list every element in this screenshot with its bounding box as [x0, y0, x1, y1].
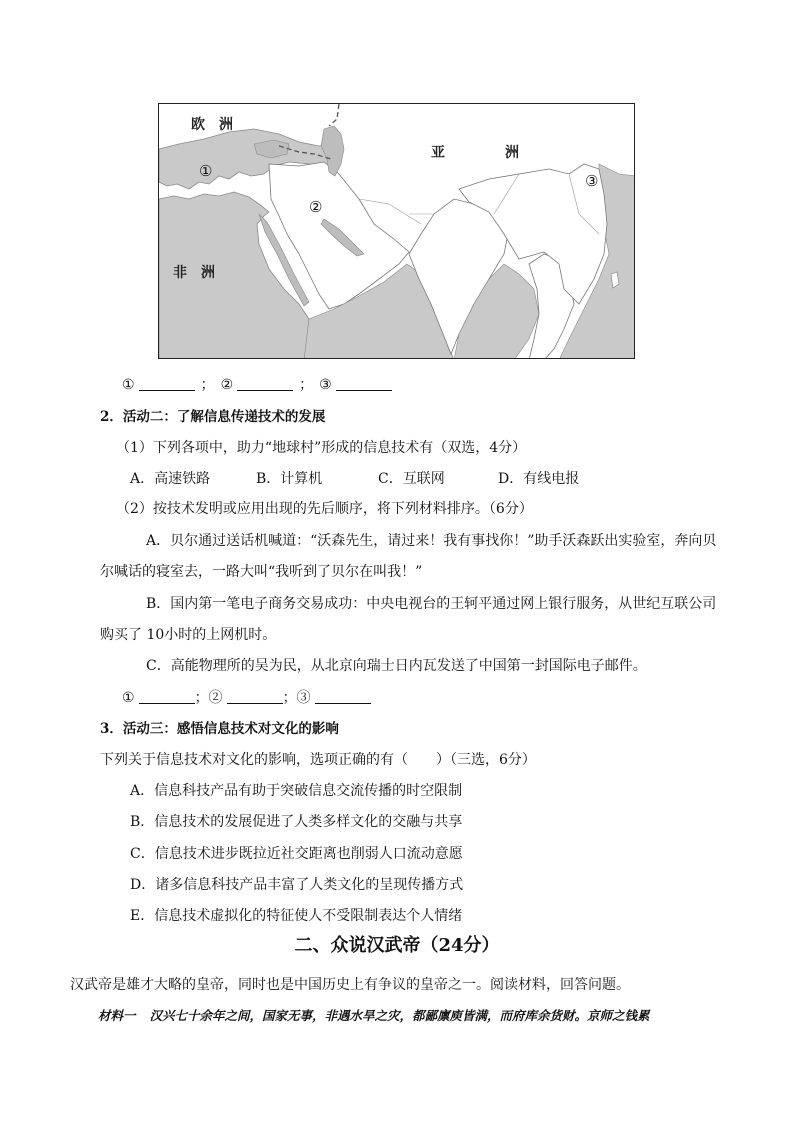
- map-answer-blanks: [122, 374, 392, 394]
- option-d[interactable]: D．有线电报: [498, 471, 580, 487]
- option-c[interactable]: C．互联网: [378, 471, 445, 487]
- order-blank-2[interactable]: [227, 689, 283, 704]
- option-b[interactable]: B．计算机: [256, 471, 323, 487]
- order-sep-1: ；②: [194, 690, 223, 706]
- order-sep-2: ；③: [282, 690, 311, 706]
- answer-blank-2[interactable]: [237, 376, 293, 391]
- historical-map: [158, 103, 635, 359]
- blank-label-2: ②: [220, 377, 234, 393]
- item-a-line2: 尔喊话的寝室去，一路大叫“我听到了贝尔在叫我！”: [100, 564, 423, 580]
- order-label-1: ①: [122, 690, 135, 706]
- activity3-option-c[interactable]: C．信息技术进步既拉近社交距离也削弱人口流动意愿: [130, 846, 463, 862]
- activity3-option-a[interactable]: A．信息科技产品有助于突破信息交流传播的时空限制: [130, 783, 463, 799]
- activity3-option-e[interactable]: E．信息技术虚拟化的特征使人不受限制表达个人情绪: [130, 908, 463, 924]
- label-asia-part2: 洲: [505, 145, 519, 161]
- activity3-option-b[interactable]: B．信息技术的发展促进了人类多样文化的交融与共享: [130, 814, 463, 830]
- map-graphic: [159, 104, 635, 359]
- section2-intro: 汉武帝是雄才大略的皇帝，同时也是中国历史上有争议的皇帝之一。阅读材料，回答问题。: [70, 977, 630, 993]
- material-1-line: [98, 1006, 650, 1024]
- activity2-heading: 2．活动二：了解信息传递技术的发展: [100, 409, 326, 425]
- label-europe: 欧 洲: [191, 117, 233, 133]
- activity3-question: 下列关于信息技术对文化的影响，选项正确的有（ ）（三选，6分）: [100, 752, 536, 768]
- item-b-line1: B．国内第一笔电子商务交易成功：中央电视台的王轲平通过网上银行服务，从世纪互联公司: [146, 596, 717, 612]
- order-blank-3[interactable]: [315, 689, 371, 704]
- activity3-option-d[interactable]: D．诸多信息科技产品丰富了人类文化的呈现传播方式: [130, 877, 464, 893]
- order-blank-1[interactable]: [139, 689, 195, 704]
- blank-label-1: ①: [122, 377, 135, 393]
- activity2-q1-options: [130, 468, 579, 488]
- item-a-line1: A．贝尔通过送话机喊道：“沃森先生，请过来！我有事找你！”助手沃森跃出实验室，奔向贝: [146, 533, 717, 549]
- answer-blank-1[interactable]: [139, 376, 195, 391]
- option-a[interactable]: A．高速铁路: [130, 471, 211, 487]
- section2-title: 二、众说汉武帝（24分）: [294, 935, 500, 956]
- blank-label-3: ③: [319, 377, 332, 393]
- item-c: C．高能物理所的吴为民，从北京向瑞士日内瓦发送了中国第一封国际电子邮件。: [146, 658, 647, 674]
- order-answer-blanks: [122, 687, 371, 707]
- activity3-heading: 3．活动三：感悟信息技术对文化的影响: [100, 721, 339, 737]
- label-asia-part1: 亚: [431, 145, 445, 161]
- material-label: 材料一: [98, 1008, 136, 1023]
- map-marker-2: ②: [309, 198, 323, 216]
- answer-blank-3[interactable]: [336, 376, 392, 391]
- blank-sep-1: ；: [200, 377, 215, 393]
- material-text: 汉兴七十余年之间，国家无事，非遇水旱之灾，都鄙廪庾皆满，而府库余货财。京师之钱累: [149, 1008, 650, 1023]
- map-marker-1: ①: [199, 162, 213, 180]
- label-africa: 非 洲: [173, 265, 215, 281]
- blank-sep-2: ；: [299, 377, 314, 393]
- item-b-line2: 购买了 10小时的上网机时。: [100, 627, 277, 643]
- map-marker-3: ③: [585, 172, 599, 190]
- activity2-q1: （1）下列各项中，助力“地球村”形成的信息技术有（双选，4分）: [116, 440, 527, 456]
- activity2-q2: （2）按技术发明或应用出现的先后顺序，将下列材料排序。（6分）: [116, 501, 533, 517]
